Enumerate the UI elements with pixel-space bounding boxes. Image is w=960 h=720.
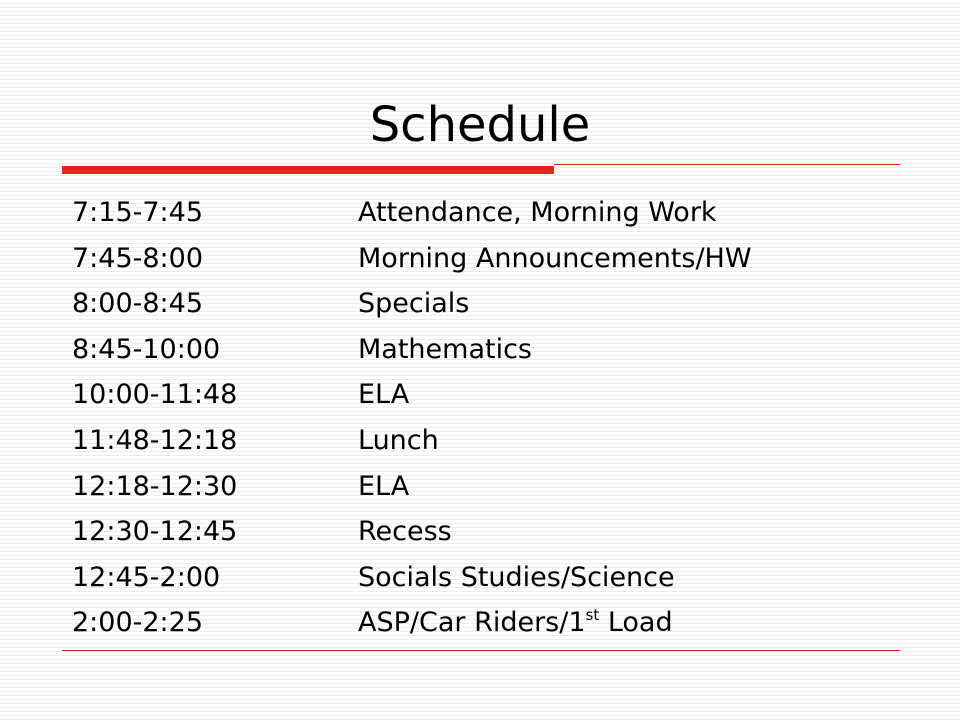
bottom-rule [62,650,900,651]
activity: Socials Studies/Science [358,561,675,593]
time-slot: 7:15-7:45 [72,197,204,228]
title-underline-thin [554,164,900,165]
title-underline-accent [62,166,554,174]
schedule-row [72,281,912,327]
activity-superscript: st [585,606,600,625]
schedule-row [72,190,912,236]
activity: ELA [358,379,410,411]
activity-prefix: ASP/Car Riders/1 [358,607,586,639]
time-slot: 12:30-12:45 [72,516,238,548]
activity: Morning Announcements/HW [358,242,752,274]
schedule-row [72,418,912,464]
slide-title: Schedule [369,97,591,153]
activity: ELA [358,470,410,502]
time-slot: 7:45-8:00 [72,242,204,274]
schedule-row [72,236,912,282]
schedule-row [72,372,912,418]
activity: Attendance, Morning Work [358,197,717,228]
activity [358,600,673,646]
schedule-row [72,509,912,555]
schedule-list [72,190,912,646]
activity: Recess [358,516,452,548]
activity: Lunch [358,424,439,456]
time-slot: 10:00-11:48 [72,379,238,411]
schedule-row [72,555,912,601]
time-slot: 2:00-2:25 [72,607,204,639]
time-slot: 12:45-2:00 [72,561,221,593]
activity: Mathematics [358,333,532,365]
time-slot: 11:48-12:18 [72,424,238,456]
schedule-row [72,464,912,510]
activity: Specials [358,288,470,320]
time-slot: 8:00-8:45 [72,288,204,320]
schedule-row [72,600,912,646]
schedule-row [72,327,912,373]
time-slot: 12:18-12:30 [72,470,238,502]
activity-suffix: Load [599,607,673,639]
time-slot: 8:45-10:00 [72,333,221,365]
